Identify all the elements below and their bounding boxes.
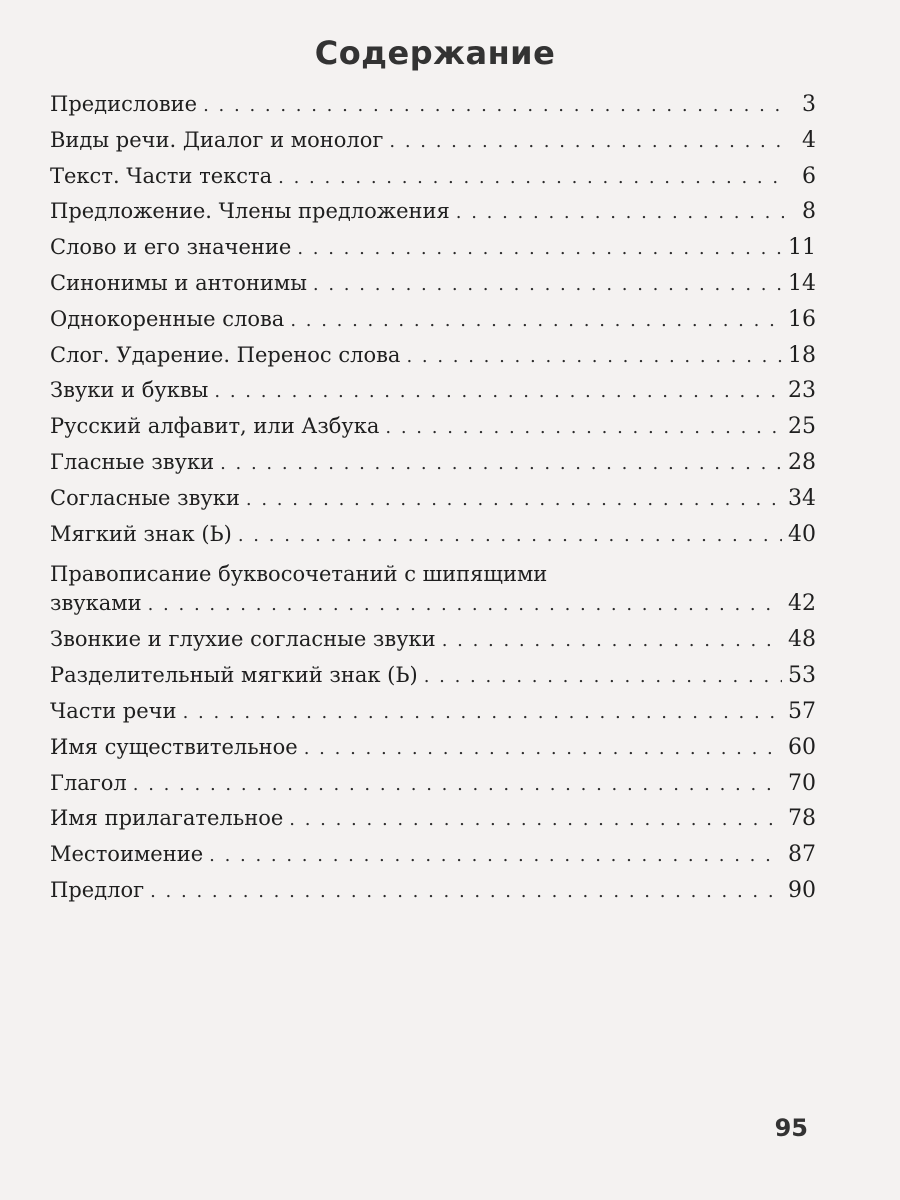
toc-leader-dots — [406, 346, 782, 367]
toc-entry-page: 6 — [802, 163, 816, 189]
toc-entry-label-continued: звуками — [50, 591, 142, 616]
toc-entry — [50, 450, 816, 486]
toc-entry-page: 18 — [788, 342, 816, 368]
toc-leader-dots — [389, 131, 784, 152]
toc-leader-dots — [289, 809, 782, 830]
toc-entry-label: Русский алфавит, или Азбука — [50, 414, 380, 439]
toc-leader-dots — [209, 845, 782, 866]
toc-entry — [50, 771, 816, 807]
toc-entry-page: 8 — [802, 199, 816, 225]
toc-leader-dots — [456, 202, 784, 223]
toc-entry — [50, 414, 816, 450]
toc-entry-page: 70 — [788, 770, 816, 796]
toc-entry — [50, 735, 816, 771]
toc-entry-page: 53 — [788, 663, 816, 689]
toc-entry-page: 11 — [788, 235, 816, 261]
toc-entry-label: Синонимы и антонимы — [50, 270, 307, 295]
toc-entry — [50, 199, 816, 235]
toc-leader-dots — [203, 95, 784, 116]
toc-entry-page: 87 — [788, 842, 816, 868]
toc-entry-label: Слог. Ударение. Перенос слова — [50, 342, 401, 367]
toc-leader-dots — [214, 381, 782, 402]
toc-entry-label: Предлог — [50, 877, 145, 902]
toc-entry — [50, 235, 816, 271]
toc-entry-label: Местоимение — [50, 842, 204, 867]
toc-entry — [50, 271, 816, 307]
toc-entry-label: Разделительный мягкий знак (Ь) — [50, 663, 418, 688]
toc-entry — [50, 164, 816, 200]
toc-entry — [50, 878, 816, 914]
toc-entry-page: 28 — [788, 449, 816, 475]
toc-leader-dots — [150, 881, 782, 902]
toc-entry-label: Однокоренные слова — [50, 306, 285, 331]
toc-entry — [50, 486, 816, 522]
toc-leader-dots — [278, 167, 784, 188]
toc-entry-page: 16 — [788, 306, 816, 332]
toc-entry-label: Части речи — [50, 698, 177, 723]
toc-leader-dots — [246, 489, 782, 510]
toc-leader-dots — [442, 630, 782, 651]
toc-entry — [50, 627, 816, 663]
toc-entry — [50, 307, 816, 343]
toc-entry — [50, 378, 816, 414]
toc-entry-page: 48 — [788, 627, 816, 653]
toc-entry-label: Согласные звуки — [50, 485, 240, 510]
toc-entry — [50, 343, 816, 379]
toc-entry-page: 78 — [788, 806, 816, 832]
toc-entry-label: Предложение. Члены предложения — [50, 199, 450, 224]
page-title: Содержание — [314, 34, 556, 72]
toc-leader-dots — [238, 525, 782, 546]
toc-entry-page: 34 — [788, 485, 816, 511]
toc-entry — [50, 842, 816, 878]
toc-entry — [50, 522, 816, 558]
toc-leader-dots — [304, 738, 782, 759]
toc-entry-label: Глагол — [50, 770, 127, 795]
toc-leader-dots — [183, 702, 782, 723]
toc-entry-label: Текст. Части текста — [50, 163, 273, 188]
toc-leader-dots — [313, 274, 782, 295]
toc-leader-dots — [220, 453, 782, 474]
toc-entry-page: 42 — [788, 591, 816, 617]
toc-entry — [50, 92, 816, 128]
toc-entry — [50, 806, 816, 842]
toc-entry-page: 40 — [788, 521, 816, 547]
toc-entry — [50, 128, 816, 164]
toc-entry-label: Правописание буквосочетаний с шипящими — [50, 562, 548, 587]
toc-leader-dots — [297, 238, 782, 259]
toc-entry-label: Звуки и буквы — [50, 378, 209, 403]
toc-entry-label: Имя прилагательное — [50, 806, 284, 831]
toc-entry-page: 57 — [788, 698, 816, 724]
toc-entry-label: Звонкие и глухие согласные звуки — [50, 627, 436, 652]
toc-entry-label: Гласные звуки — [50, 449, 215, 474]
toc-entry-page: 25 — [788, 414, 816, 440]
toc-entry-label: Слово и его значение — [50, 235, 292, 260]
toc-leader-dots — [290, 310, 782, 331]
toc-entry-page: 90 — [788, 877, 816, 903]
toc-entry — [50, 699, 816, 735]
toc-leader-dots — [424, 666, 782, 687]
toc-leader-dots — [148, 594, 782, 615]
toc-entry-page: 14 — [788, 270, 816, 296]
toc-entry-label: Имя существительное — [50, 734, 298, 759]
toc-entry-page: 23 — [788, 378, 816, 404]
toc-entry — [50, 557, 816, 627]
toc-leader-dots — [385, 417, 782, 438]
toc-entry-label: Мягкий знак (Ь) — [50, 521, 232, 546]
table-of-contents — [50, 92, 816, 914]
toc-entry-label: Предисловие — [50, 92, 198, 116]
toc-entry-label: Виды речи. Диалог и монолог — [50, 127, 384, 152]
toc-entry — [50, 663, 816, 699]
page-number: 95 — [774, 1114, 808, 1142]
toc-leader-dots — [133, 774, 782, 795]
toc-entry-page: 4 — [802, 127, 816, 153]
toc-entry-page: 60 — [788, 734, 816, 760]
toc-entry-page: 3 — [802, 92, 816, 117]
